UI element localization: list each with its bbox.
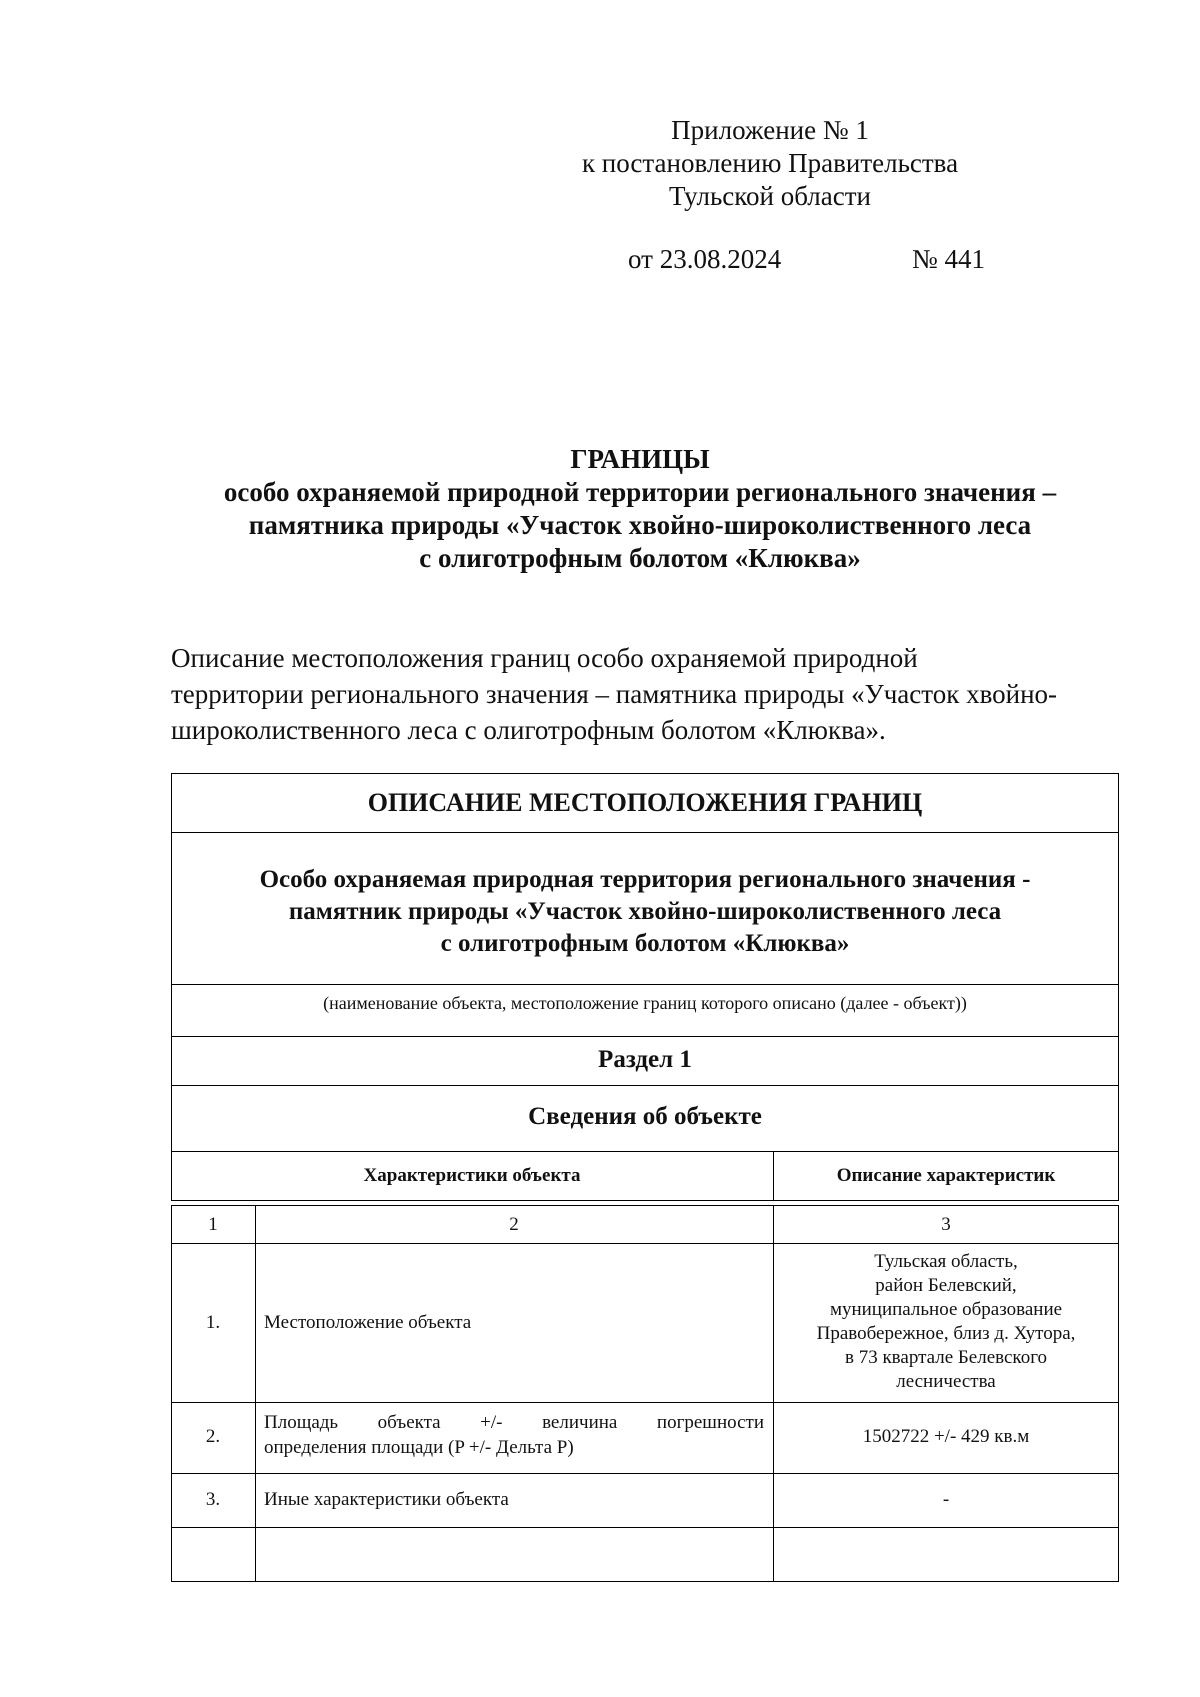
object-name-line-2: памятник природы «Участок хвойно-широколиственного леса (288, 898, 1002, 925)
column-number-3: 3 (941, 1214, 951, 1235)
table-divider (171, 1036, 1119, 1037)
table-divider (171, 1085, 1119, 1086)
appendix-region: Тульской области (669, 181, 871, 211)
table-divider (171, 1527, 1119, 1528)
row-number: 1. (205, 1312, 221, 1333)
location-line-1: Тульская область, (874, 1251, 1018, 1272)
table-divider (255, 1205, 256, 1582)
location-line-4: Правобережное, близ д. Хутора, (816, 1323, 1076, 1344)
row-characteristic: Иные характеристики объекта (264, 1489, 509, 1510)
document-number: № 441 (912, 244, 986, 274)
table-divider (171, 1243, 1119, 1244)
row-number: 3. (205, 1489, 221, 1510)
column-number-2: 2 (509, 1214, 519, 1235)
location-line-5: в 73 квартале Белевского (844, 1347, 1048, 1368)
title-line-2: особо охраняемой природной территории регионального значения – (223, 477, 1057, 507)
other-characteristics-value: - (942, 1489, 950, 1510)
row-characteristic: Местоположение объекта (264, 1312, 472, 1333)
row-number: 2. (205, 1426, 221, 1447)
title-line-3: памятника природы «Участок хвойно-широколиственного леса (248, 510, 1032, 540)
location-line-6: лесничества (896, 1371, 996, 1392)
area-value: 1502722 +/- 429 кв.м (862, 1426, 1030, 1447)
row-characteristic-line-2: определения площади (P +/- Дельта P) (264, 1437, 574, 1458)
table-heading: ОПИСАНИЕ МЕСТОПОЛОЖЕНИЯ ГРАНИЦ (367, 788, 923, 817)
intro-line-2: территории регионального значения – памятника природы «Участок хвойно- (171, 679, 1058, 709)
appendix-number: Приложение № 1 (671, 115, 869, 145)
table-divider (171, 1473, 1119, 1474)
location-line-3: муниципальное образование (829, 1299, 1063, 1320)
column-header-description: Описание характеристик (836, 1165, 1056, 1186)
intro-line-1: Описание местоположения границ особо охраняемой природной (171, 643, 918, 673)
location-line-2: район Белевский, (875, 1275, 1017, 1296)
column-number-1: 1 (208, 1214, 218, 1235)
table-divider (171, 1402, 1119, 1403)
document-date: от 23.08.2024 (628, 244, 782, 274)
section-label: Раздел 1 (598, 1046, 692, 1073)
table-divider (171, 832, 1119, 833)
intro-paragraph (171, 640, 1119, 748)
column-header-characteristics: Характеристики объекта (363, 1165, 581, 1186)
table-divider (171, 984, 1119, 985)
object-name-caption: (наименование объекта, местоположение границ которого описано (далее - объект)) (323, 993, 967, 1013)
object-name-line-1: Особо охраняемая природная территория регионального значения - (259, 866, 1031, 893)
table-upper-frame (171, 773, 1119, 1201)
row-characteristic-line-1: Площадь объекта +/- величина погрешности (264, 1412, 764, 1433)
table-divider (171, 1151, 1119, 1152)
section-title: Сведения об объекте (528, 1103, 762, 1130)
object-name-line-3: с олиготрофным болотом «Клюква» (440, 930, 850, 957)
page-title: ГРАНИЦЫ (570, 444, 710, 474)
intro-line-3: широколиственного леса с олиготрофным болотом «Клюква». (171, 715, 886, 745)
title-line-4: с олиготрофным болотом «Клюква» (419, 543, 861, 573)
appendix-reference: к постановлению Правительства (581, 148, 959, 178)
